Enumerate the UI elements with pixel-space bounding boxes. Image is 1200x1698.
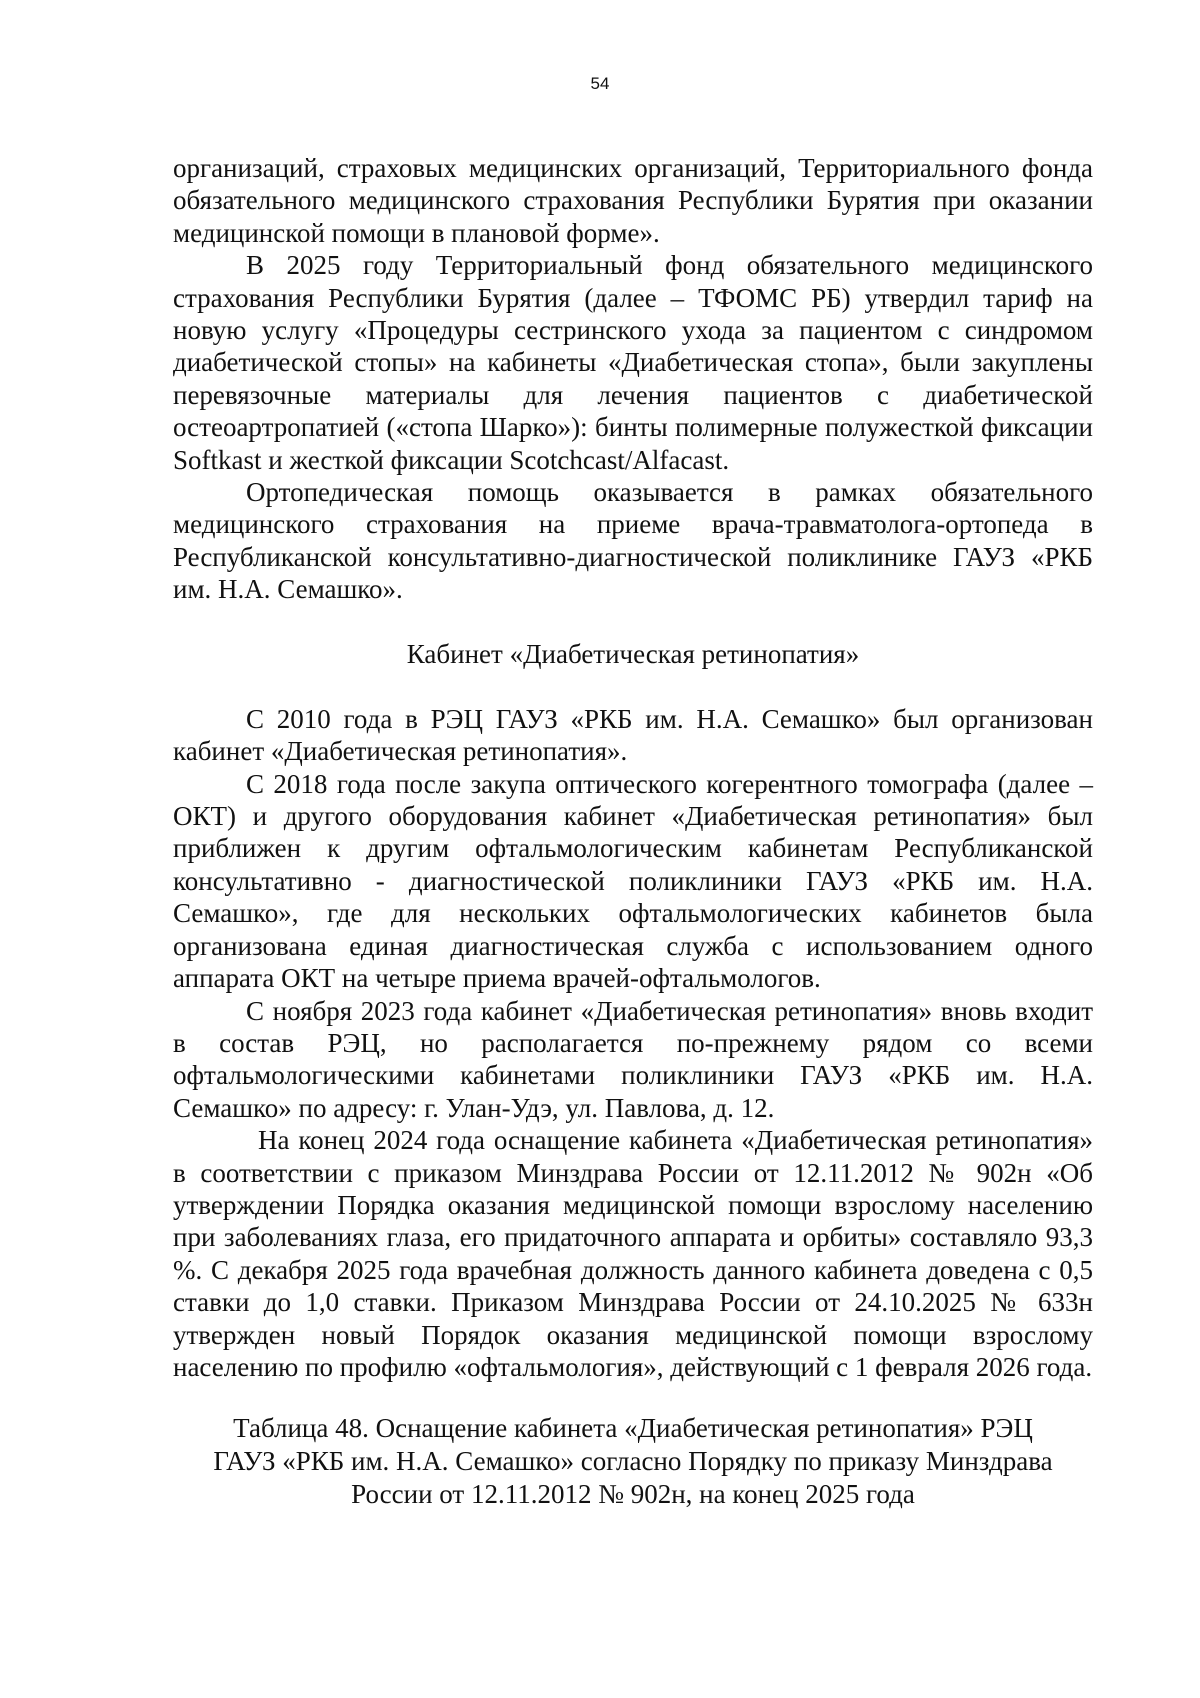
spacer	[173, 1383, 1093, 1412]
paragraph-cabinet-2010: С 2010 года в РЭЦ ГАУЗ «РКБ им. Н.А. Семашко» был организован кабинет «Диабетическая ретинопатия».	[173, 703, 1093, 767]
table-caption-line-2: ГАУЗ «РКБ им. Н.А. Семашко» согласно Порядку по приказу Минздрава	[213, 1445, 1053, 1476]
paragraph-cabinet-2023: С ноября 2023 года кабинет «Диабетическая ретинопатия» вновь входит в состав РЭЦ, но располагается по-прежнему рядом со всеми офтальмологическими кабинетами поликлиники ГАУЗ «РКБ им. Н.А. Семашко» по адресу: г. Улан-Удэ, ул. Павлова, д. 12.	[173, 995, 1093, 1123]
spacer	[173, 606, 1093, 638]
spacer	[173, 670, 1093, 702]
table-caption-line-3: России от 12.11.2012 № 902н, на конец 2025 года	[351, 1478, 915, 1509]
paragraph-tfoms-tariff: В 2025 году Территориальный фонд обязательного медицинского страхования Республики Бурятия (далее – ТФОМС РБ) утвердил тариф на новую услугу «Процедуры сестринского ухода за пациентом с синдромом диабетической стопы» на кабинеты «Диабетическая стопа», были закуплены перевязочные материалы для лечения пациентов с диабетической остеоартропатией («стопа Шарко»): бинты полимерные полужесткой фиксации Softkast и жесткой фиксации Scotchcast/Alfacast.	[173, 250, 1093, 475]
paragraph-cabinet-2018: С 2018 года после закупа оптического когерентного томографа (далее – ОКТ) и другого оборудования кабинет «Диабетическая ретинопатия» был приближен к другим офтальмологическим кабинетам Республиканской консультативно - диагностической поликлиники ГАУЗ «РКБ им. Н.А. Семашко», где для нескольких офтальмологических кабинетов была организована единая диагностическая служба с использованием одного аппарата ОКТ на четыре приема врачей-офтальмологов.	[173, 768, 1093, 994]
paragraph-equipment-2024: На конец 2024 года оснащение кабинета «Диабетическая ретинопатия» в соответствии с приказом Минздрава России от 12.11.2012 № 902н «Об утверждении Порядка оказания медицинской помощи взрослому населению при заболеваниях глаза, его придаточного аппарата и орбиты» составляло 93,3 %. С декабря 2025 года врачебная должность данного кабинета доведена с 0,5 ставки до 1,0 ставки. Приказом Минздрава России от 24.10.2025 № 633н утвержден новый Порядок оказания медицинской помощи взрослому населению по профилю «офтальмология», действующий с 1 февраля 2026 года.	[173, 1125, 1093, 1382]
document-body	[173, 152, 1093, 1510]
paragraph-orthopedic-care: Ортопедическая помощь оказывается в рамках обязательного медицинского страхования на приеме врача-травматолога-ортопеда в Республиканской консультативно-диагностической поликлинике ГАУЗ «РКБ им. Н.А. Семашко».	[173, 477, 1093, 605]
section-heading: Кабинет «Диабетическая ретинопатия»	[406, 639, 860, 670]
page-number: 54	[590, 74, 610, 93]
table-caption-line-1: Таблица 48. Оснащение кабинета «Диабетическая ретинопатия» РЭЦ	[233, 1413, 1033, 1444]
paragraph-continuation: организаций, страховых медицинских организаций, Территориального фонда обязательного медицинского страхования Республики Бурятия при оказании медицинской помощи в плановой форме».	[173, 153, 1093, 248]
table-caption	[173, 1412, 1093, 1510]
